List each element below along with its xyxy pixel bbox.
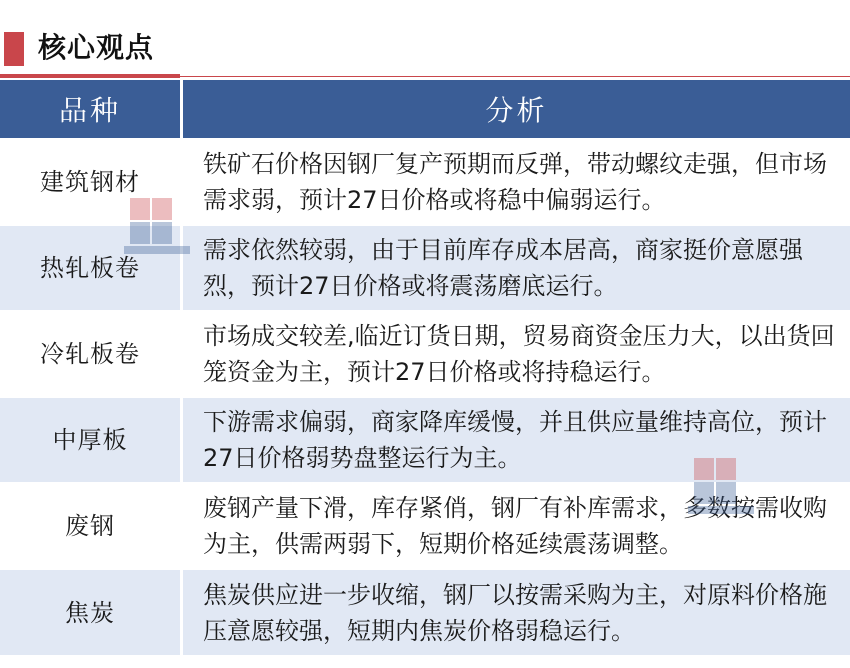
variety-cell: 热轧板卷 (0, 225, 182, 311)
table-header-row (0, 80, 850, 139)
table-row (0, 139, 850, 225)
market-view-table (0, 80, 850, 655)
analysis-cell: 需求依然较弱，由于目前库存成本居高，商家挺价意愿强烈，预计27日价格或将震荡磨底运行。 (182, 225, 850, 311)
variety-cell: 冷轧板卷 (0, 311, 182, 397)
header-divider (180, 76, 850, 77)
variety-cell: 废钢 (0, 483, 182, 569)
header-underline (0, 74, 180, 78)
analysis-cell: 铁矿石价格因钢厂复产预期而反弹，带动螺纹走强，但市场需求弱，预计27日价格或将稳中偏弱运行。 (182, 139, 850, 225)
variety-cell: 建筑钢材 (0, 139, 182, 225)
table-row (0, 483, 850, 569)
section-header (0, 14, 850, 68)
column-header-analysis: 分析 (182, 80, 850, 139)
analysis-cell: 焦炭供应进一步收缩，钢厂以按需采购为主，对原料价格施压意愿较强，短期内焦炭价格弱稳运行。 (182, 569, 850, 655)
table-row (0, 569, 850, 655)
table-row (0, 311, 850, 397)
section-title: 核心观点 (38, 31, 155, 64)
column-header-variety: 品种 (0, 80, 182, 139)
table-row (0, 397, 850, 483)
analysis-cell: 下游需求偏弱，商家降库缓慢，并且供应量维持高位，预计27日价格弱势盘整运行为主。 (182, 397, 850, 483)
analysis-cell: 市场成交较差,临近订货日期，贸易商资金压力大，以出货回笼资金为主，预计27日价格或将持稳运行。 (182, 311, 850, 397)
variety-cell: 焦炭 (0, 569, 182, 655)
header-accent-block (4, 32, 24, 66)
analysis-cell: 废钢产量下滑，库存紧俏，钢厂有补库需求，多数按需收购为主，供需两弱下，短期价格延续震荡调整。 (182, 483, 850, 569)
variety-cell: 中厚板 (0, 397, 182, 483)
table-row (0, 225, 850, 311)
